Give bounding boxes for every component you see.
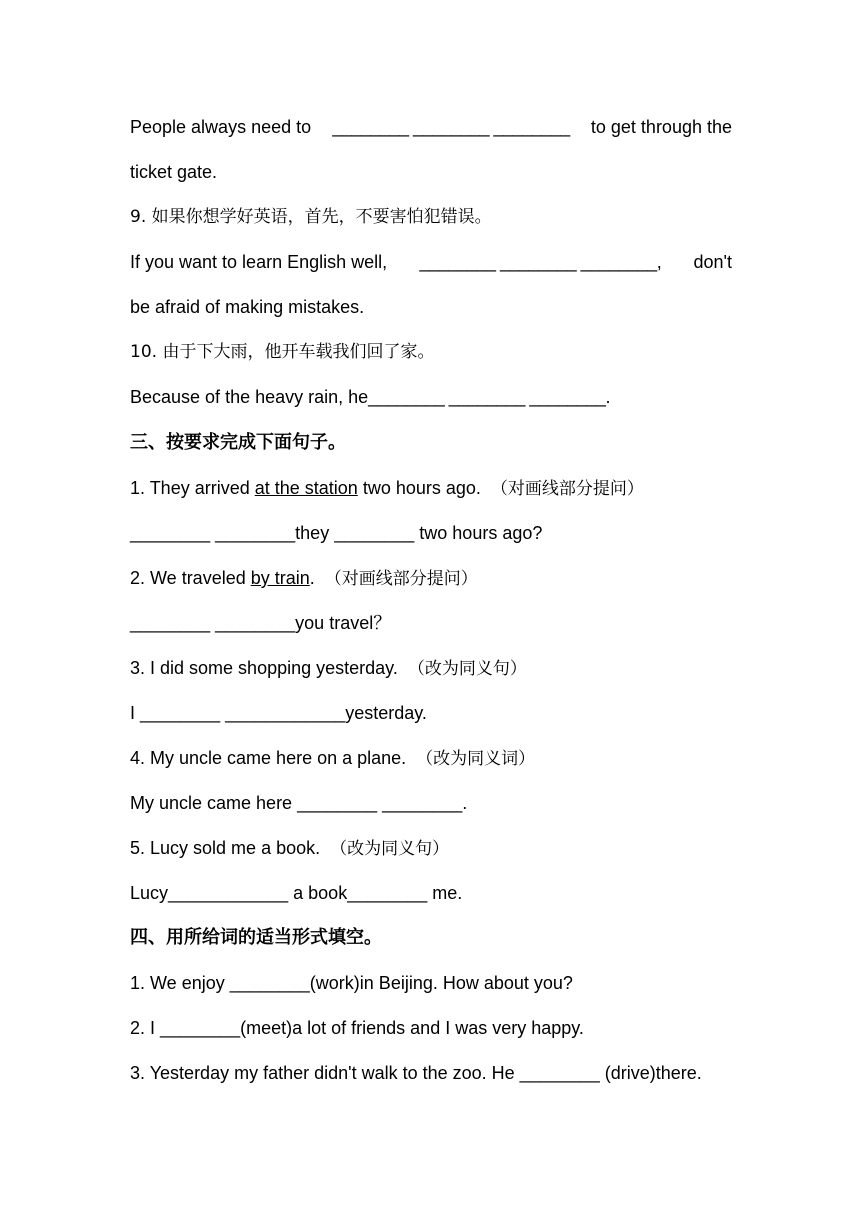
item-10-text-after: . [605, 387, 611, 407]
item-9-text-after: don't [693, 252, 732, 272]
section-3-q1-before: 1. They arrived [130, 478, 255, 498]
item-10-english [130, 386, 740, 408]
item-8-text-after: to get through the [590, 117, 732, 137]
item-9-chinese: 9. 如果你想学好英语，首先，不要害怕犯错误。 [130, 207, 492, 227]
item-10-blanks[interactable]: ________ ________ ________ [368, 387, 606, 407]
section-3-q1-underlined: at the station [254, 478, 358, 498]
section-3-q2-before: 2. We traveled [130, 568, 251, 588]
section-3-q5-answer[interactable]: Lucy____________ a book________ me. [130, 883, 463, 903]
section-3-q5 [130, 837, 740, 860]
section-3-q2-note: （对画线部分提问） [324, 569, 478, 589]
section-3-q4-text: 4. My uncle came here on a plane. [130, 748, 407, 768]
section-3-heading: 三、按要求完成下面句子。 [130, 432, 346, 453]
item-10-text-before: Because of the heavy rain, he [130, 387, 369, 407]
section-3-q3-text: 3. I did some shopping yesterday. [130, 658, 398, 678]
section-3-q5-note: （改为同义句） [330, 839, 450, 859]
section-3-q2-after: . [309, 568, 315, 588]
section-3-q3-answer[interactable]: I ________ ____________yesterday. [130, 703, 427, 723]
section-3-q5-text: 5. Lucy sold me a book. [130, 838, 321, 858]
item-9-text-before: If you want to learn English well, [130, 252, 388, 272]
section-4-heading: 四、用所给词的适当形式填空。 [130, 927, 382, 948]
item-8-english-line-1 [130, 116, 732, 138]
section-3-q4-answer[interactable]: My uncle came here ________ ________. [130, 793, 468, 813]
item-8-blanks[interactable]: ________ ________ ________ [332, 117, 570, 137]
section-3-q2 [130, 567, 740, 590]
item-9-blanks[interactable]: ________ ________ ________, [419, 252, 662, 272]
section-3-q4-note: （改为同义词） [416, 749, 536, 769]
item-9-english-line-1 [130, 251, 732, 273]
section-3-q2-underlined: by train [250, 568, 310, 588]
section-3-q1-after: two hours ago. [357, 478, 481, 498]
section-3-q2-answer[interactable]: ________ ________you travel？ [130, 613, 392, 633]
section-3-q4 [130, 747, 740, 770]
section-3-q1-answer[interactable]: ________ ________they ________ two hours ago? [130, 523, 543, 543]
section-3-q3-note: （改为同义句） [407, 659, 527, 679]
section-3-q3 [130, 657, 740, 680]
section-4-q1[interactable]: 1. We enjoy ________(work)in Beijing. How about you? [130, 973, 573, 993]
section-3-q1 [130, 477, 740, 500]
section-4-q2[interactable]: 2. I ________(meet)a lot of friends and I was very happy. [130, 1018, 584, 1038]
section-3-q1-note: （对画线部分提问） [490, 479, 644, 499]
item-9-english-line-2: be afraid of making mistakes. [130, 297, 365, 317]
section-4-q3[interactable]: 3. Yesterday my father didn't walk to the zoo. He ________ (drive)there. [130, 1063, 702, 1083]
item-10-chinese: 10. 由于下大雨，他开车载我们回了家。 [130, 342, 435, 362]
item-8-english-line-2: ticket gate. [130, 162, 218, 182]
item-8-text-before: People always need to [130, 117, 312, 137]
